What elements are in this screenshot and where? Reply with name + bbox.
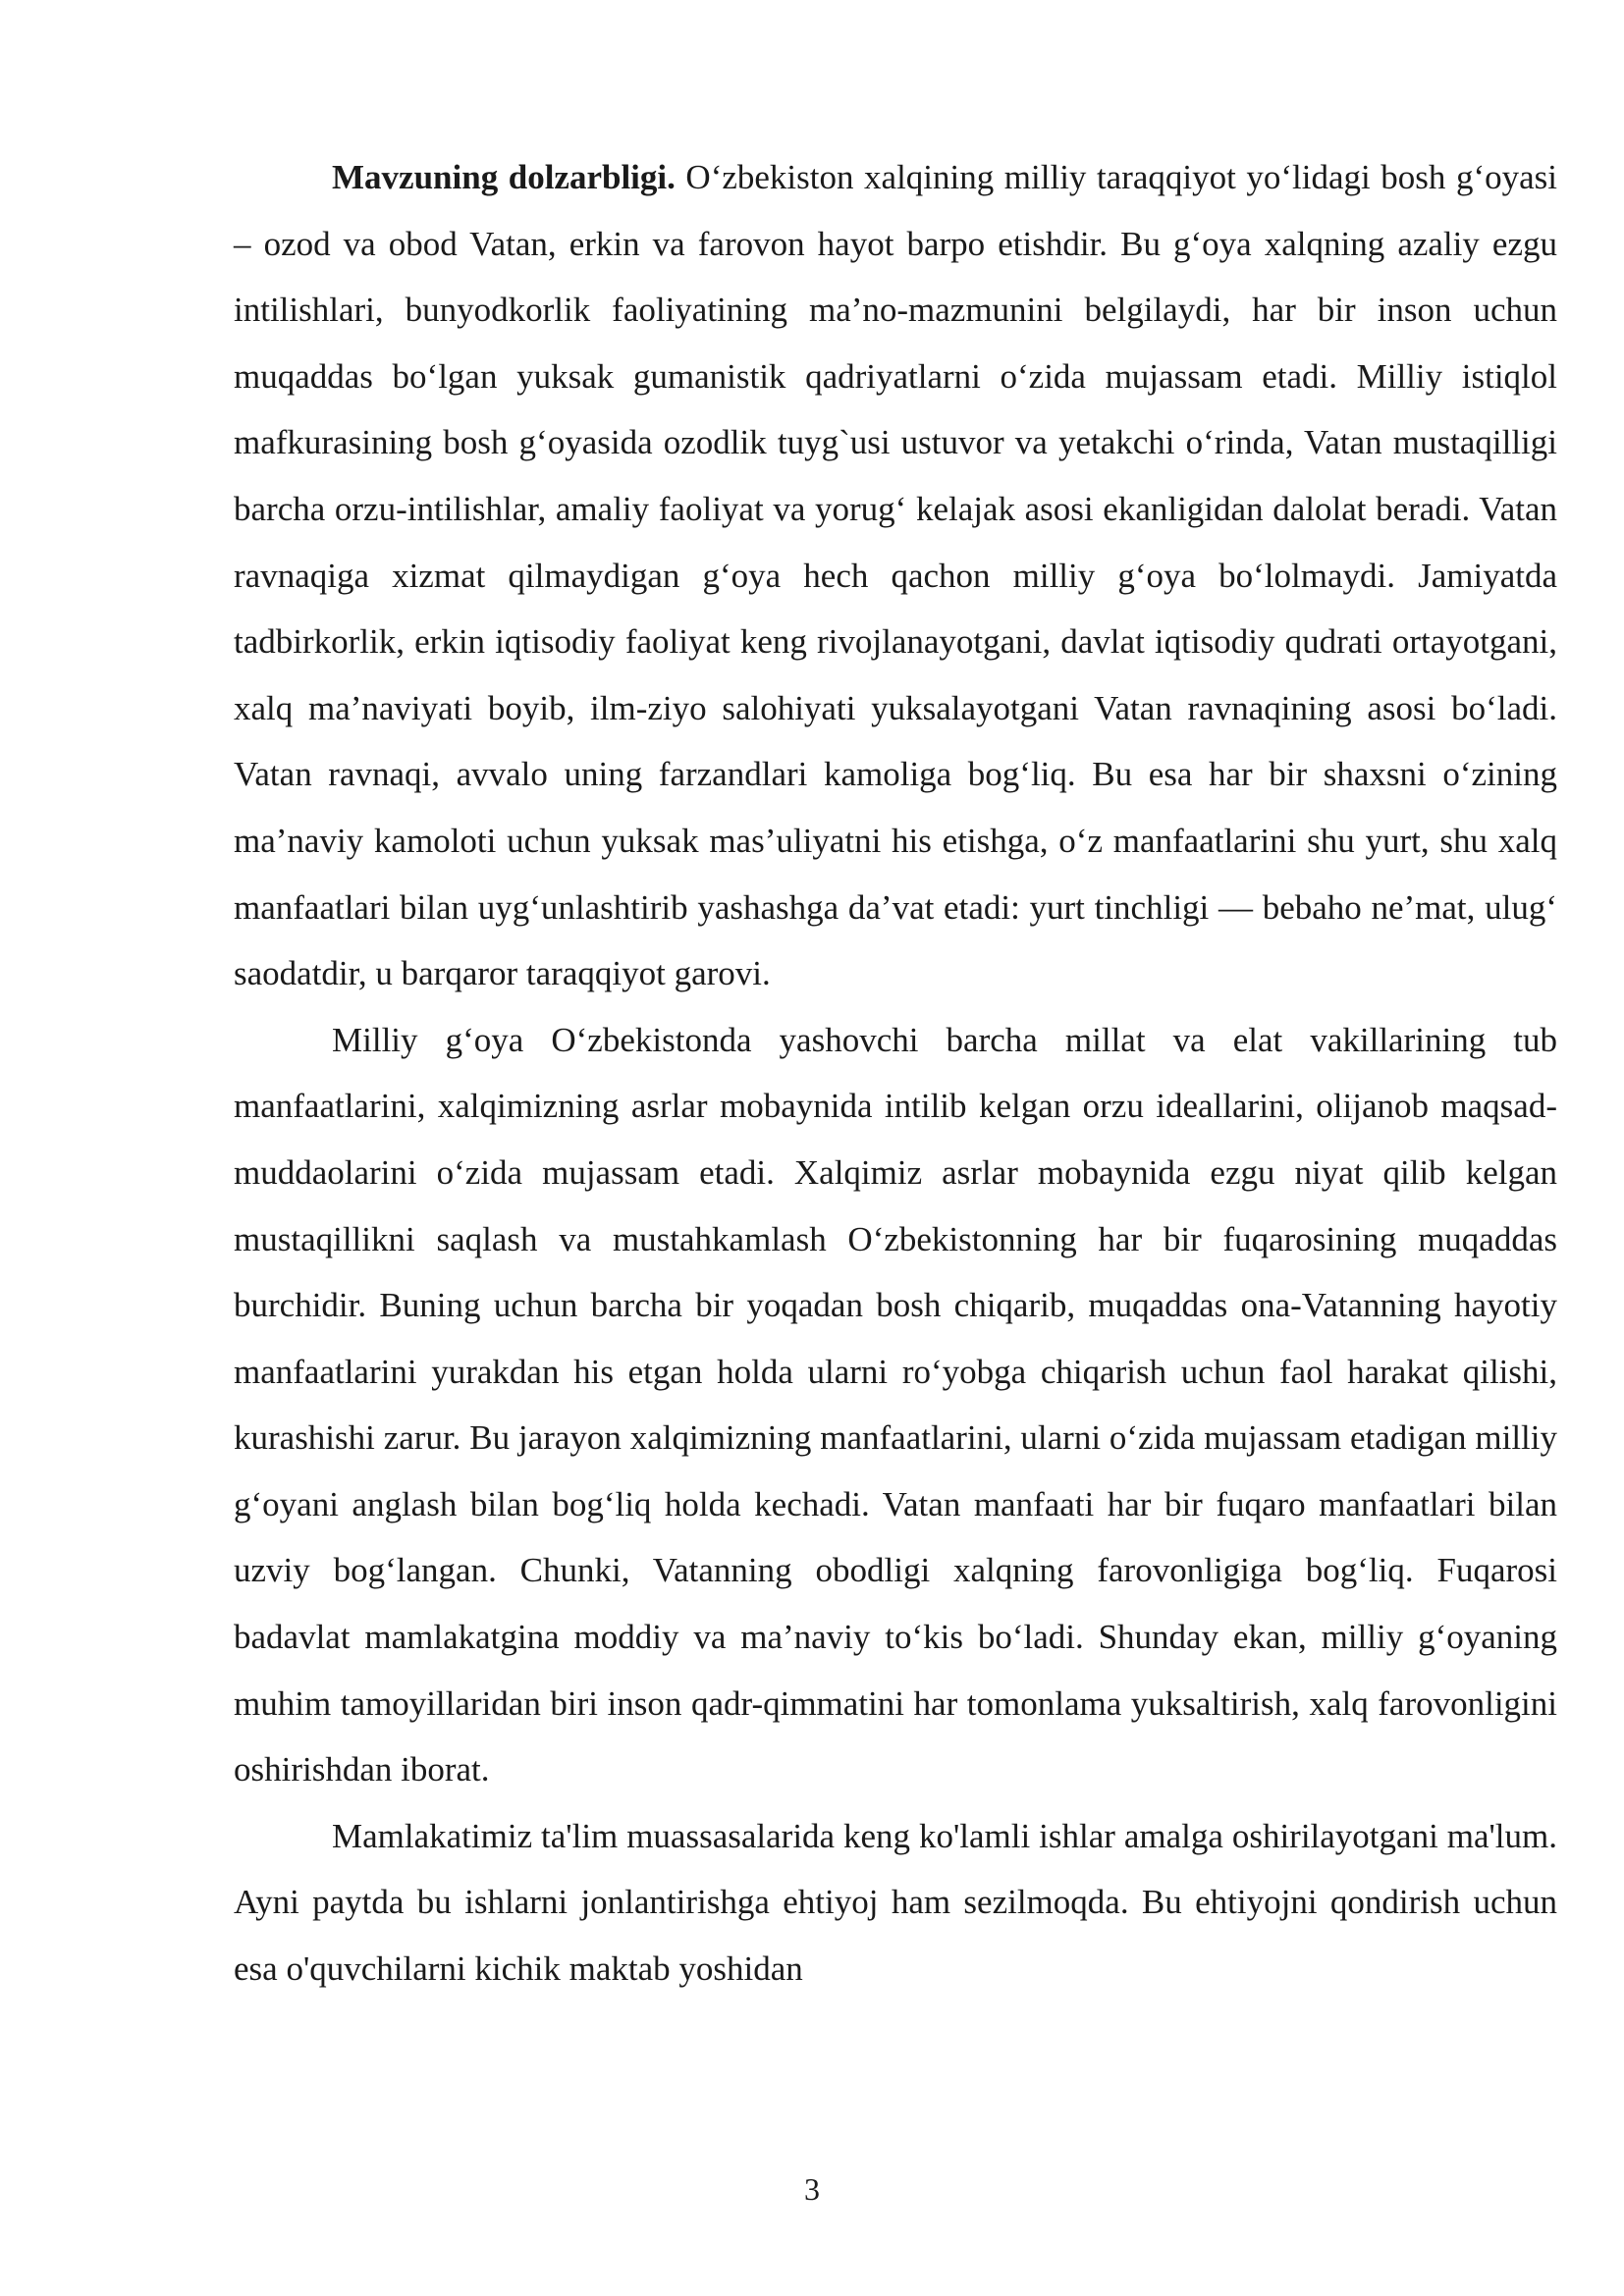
paragraph-text: Mamlakatimiz ta'lim muassasalarida keng ko'lamli ishlar amalga oshirilayotgani ma'lum. Ayni paytda bu ishlarni jonlantirishga ehtiyoj ham sezilmoqda. Bu ehtiyojni qondirish uchun esa o'quvchilarni kichik maktab yoshidan	[234, 1816, 1557, 1989]
paragraph-text: O‘zbekiston xalqining milliy taraqqiyot yo‘lidagi bosh g‘oyasi – ozod va obod Vatan, erkin va farovon hayot barpo etishdir. Bu g‘oya xalqning azaliy ezgu intilishlari, bunyodkorlik faoliyatining ma’no-mazmunini belgilaydi, har bir inson uchun muqaddas bo‘lgan yuksak gumanistik qadriyatlarni o‘zida mujassam etadi. Milliy istiqlol mafkurasining bosh g‘oyasida ozodlik tuyg`usi ustuvor va yetakchi o‘rinda, Vatan mustaqilligi barcha orzu-intilishlar, amaliy faoliyat va yorug‘ kelajak asosi ekanligidan dalolat beradi. Vatan ravnaqiga xizmat qilmaydigan g‘oya hech qachon milliy g‘oya bo‘lolmaydi. Jamiyatda tadbirkorlik, erkin iqtisodiy faoliyat keng rivojlanayotgani, davlat iqtisodiy qudrati ortayotgani, xalq ma’naviyati boyib, ilm-ziyo salohiyati yuksalayotgani Vatan ravnaqining asosi bo‘ladi. Vatan ravnaqi, avvalo uning farzandlari kamoliga bog‘liq. Bu esa har bir shaxsni o‘zining ma’naviy kamoloti uchun yuksak mas’uliyatni his etishga, o‘z manfaatlarini shu yurt, shu xalq manfaatlari bilan uyg‘unlashtirib yashashga da’vat etadi: yurt tinchligi — bebaho ne’mat, ulug‘ saodatdir, u barqaror taraqqiyot garovi.	[234, 158, 1558, 993]
paragraph-national-idea	[234, 1007, 1557, 1803]
section-heading: Mavzuning dolzarbligi.	[332, 158, 676, 196]
paragraph-relevance	[234, 144, 1557, 1007]
paragraph-education	[234, 1803, 1557, 2002]
document-body	[234, 144, 1557, 2002]
page-number: 3	[804, 2171, 820, 2207]
paragraph-text: Milliy g‘oya O‘zbekistonda yashovchi barcha millat va elat vakillarining tub manfaatlarini, xalqimizning asrlar mobaynida intilib kelgan orzu ideallarini, olijanob maqsad-muddaolarini o‘zida mujassam etadi. Xalqimiz asrlar mobaynida ezgu niyat qilib kelgan mustaqillikni saqlash va mustahkamlash O‘zbekistonning har bir fuqarosining muqaddas burchidir. Buning uchun barcha bir yoqadan bosh chiqarib, muqaddas ona-Vatanning hayotiy manfaatlarini yurakdan his etgan holda ularni ro‘yobga chiqarish uchun faol harakat qilishi, kurashishi zarur. Bu jarayon xalqimizning manfaatlarini, ularni o‘zida mujassam etadigan milliy g‘oyani anglash bilan bog‘liq holda kechadi. Vatan manfaati har bir fuqaro manfaatlari bilan uzviy bog‘langan. Chunki, Vatanning obodligi xalqning farovonligiga bog‘liq. Fuqarosi badavlat mamlakatgina moddiy va ma’naviy to‘kis bo‘ladi. Shunday ekan, milliy g‘oyaning muhim tamoyillaridan biri inson qadr-qimmatini har tomonlama yuksaltirish, xalq farovonligini oshirishdan iborat.	[234, 1020, 1557, 1789]
